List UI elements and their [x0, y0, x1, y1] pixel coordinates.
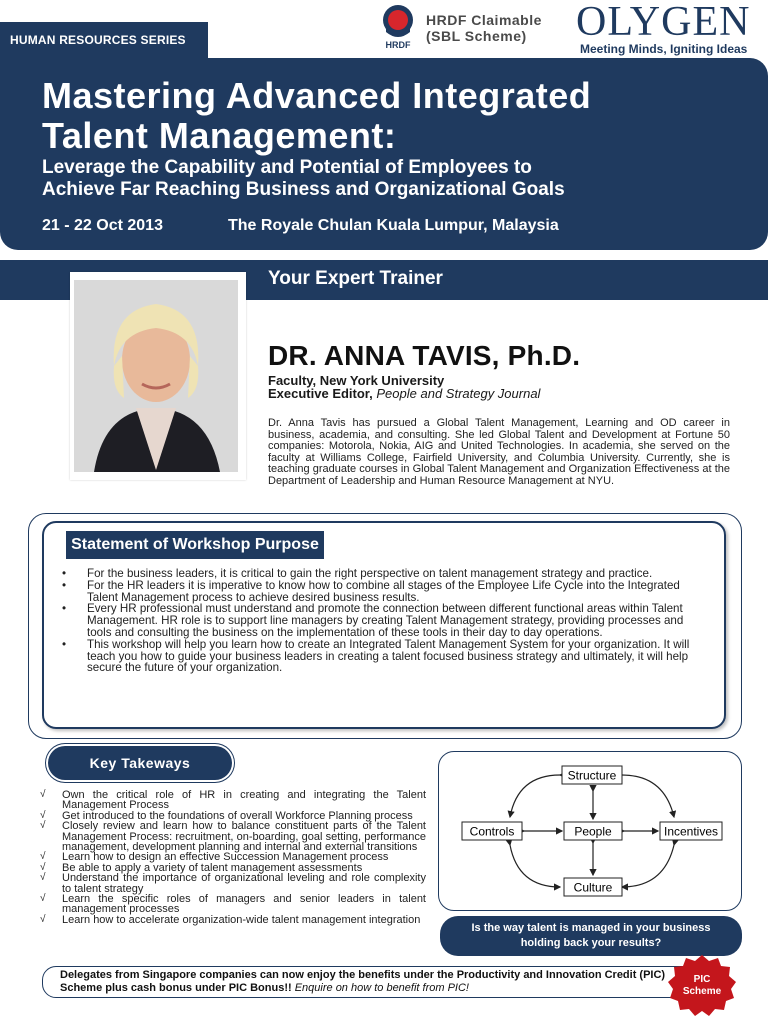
- trainer-portrait: [74, 280, 238, 472]
- takeaways-heading: Key Takeways: [48, 746, 232, 780]
- olygen-logo: [576, 0, 752, 58]
- diagram-node-people: [564, 822, 622, 840]
- takeaway-item: √ Own the critical role of HR in creating and integrating the Talent Management Process: [40, 790, 426, 811]
- pic-enquire-text: Enquire on how to benefit from PIC!: [294, 982, 469, 994]
- olygen-name: OLYGEN: [576, 0, 751, 45]
- diagram-node-controls: [462, 822, 522, 840]
- pic-scheme-badge: [668, 954, 736, 1016]
- question-line2: holding back your results?: [520, 937, 662, 949]
- node-label-culture: Culture: [573, 880, 613, 895]
- diagram-node-culture: [564, 878, 622, 896]
- pic-badge-line2: Scheme: [682, 986, 722, 997]
- purpose-item: • This workshop will help you learn how to create an Integrated Talent Management System for your organization. It will teach you how to guide your business leaders in creating a talent focused business strategy and ultimately, it will help secure the future of your organization.: [62, 639, 690, 674]
- hrdf-line2: (SBL Scheme): [426, 28, 527, 44]
- node-label-people: People: [574, 824, 612, 839]
- purpose-item: • Every HR professional must understand and promote the connection between different functional areas within Talent Management. HR role is to support line managers by creating Talent Management strategy, providing processes and tools and consulting the business on the implementation of these tools in their day to day operations.: [62, 603, 690, 638]
- subtitle-line2: Achieve Far Reaching Business and Organizational Goals: [42, 179, 565, 200]
- node-label-incentives: Incentives: [663, 824, 719, 839]
- page-title: [42, 76, 591, 156]
- takeaway-item: √ Understand the importance of organizational leveling and role complexity to talent strategy: [40, 873, 426, 894]
- takeaway-item: √ Closely review and learn how to balance constituent parts of the Talent Management Process: recruitment, on-boarding, goal setting, performance management, development planning and internal and external transitions: [40, 821, 426, 852]
- event-date: 21 - 22 Oct 2013: [42, 217, 163, 234]
- purpose-item: • For the business leaders, it is critical to gain the right perspective on talent management strategy and practice.: [62, 568, 690, 580]
- takeaway-item: √ Get introduced to the foundations of overall Workforce Planning process: [40, 811, 426, 821]
- node-label-controls: Controls: [469, 824, 515, 839]
- trainer-affiliation-2: [268, 386, 540, 401]
- page-subtitle: [42, 157, 565, 201]
- olygen-tagline: Meeting Minds, Igniting Ideas: [580, 42, 748, 56]
- talent-diagram: [438, 751, 742, 911]
- diagram-node-structure: [562, 766, 622, 784]
- pic-badge-line1: PIC: [693, 974, 711, 985]
- trainer-heading: Your Expert Trainer: [268, 268, 443, 289]
- pic-notice-bold: Delegates from Singapore companies can now enjoy the benefits under the Productivity and Innovation Credit (PIC) Scheme plus cash bonus under PIC Bonus!!: [60, 969, 666, 994]
- trainer-photo: [70, 272, 246, 480]
- trainer-publication: People and Strategy Journal: [376, 386, 541, 401]
- takeaway-item: √ Be able to apply a variety of talent management assessments: [40, 863, 426, 873]
- question-callout: [440, 916, 742, 956]
- trainer-bio: Dr. Anna Tavis has pursued a Global Talent Management, Learning and OD career in business, academia, and consulting. She led Global Talent and Development at Fortune 50 companies: Motorola, Nokia, AIG and United Technologies. In academia, she served on the faculty at Williams College, Fairfield University, and Columbia University. Currently, she is teaching graduate courses in Global Talent Management and Organization Effectiveness at the Department of Leadership and Human Resource Management at NYU.: [268, 417, 730, 487]
- diagram-node-incentives: [660, 822, 722, 840]
- series-label: HUMAN RESOURCES SERIES: [0, 22, 208, 58]
- title-line1: Mastering Advanced Integrated: [42, 75, 592, 116]
- takeaways-list: [40, 790, 426, 925]
- purpose-list: [62, 568, 690, 674]
- takeaway-item: √ Learn how to design an effective Succession Management process: [40, 852, 426, 862]
- purpose-heading: Statement of Workshop Purpose: [66, 531, 324, 559]
- trainer-affiliation-1: Faculty, New York University: [268, 373, 445, 388]
- hrdf-logo: [376, 2, 420, 52]
- question-line1: Is the way talent is managed in your business: [471, 922, 711, 934]
- takeaway-item: √ Learn the specific roles of managers and senior leaders in talent management processes: [40, 894, 426, 915]
- trainer-role: Executive Editor,: [268, 386, 373, 401]
- purpose-item: • For the HR leaders it is imperative to know how to combine all stages of the Employee Life Cycle into the Integrated Talent Management process to achieve desired business results.: [62, 580, 690, 604]
- hrdf-logo-text: HRDF: [385, 40, 411, 50]
- pic-notice: [60, 969, 680, 995]
- event-venue: The Royale Chulan Kuala Lumpur, Malaysia: [228, 217, 559, 234]
- hrdf-line1: HRDF Claimable: [426, 12, 542, 28]
- title-line2: Talent Management:: [42, 115, 397, 156]
- subtitle-line1: Leverage the Capability and Potential of Employees to: [42, 157, 532, 178]
- trainer-name: DR. ANNA TAVIS, Ph.D.: [268, 340, 581, 371]
- node-label-structure: Structure: [567, 768, 617, 783]
- hrdf-claimable: [426, 12, 542, 44]
- takeaway-item: √ Learn how to accelerate organization-wide talent management integration: [40, 915, 426, 925]
